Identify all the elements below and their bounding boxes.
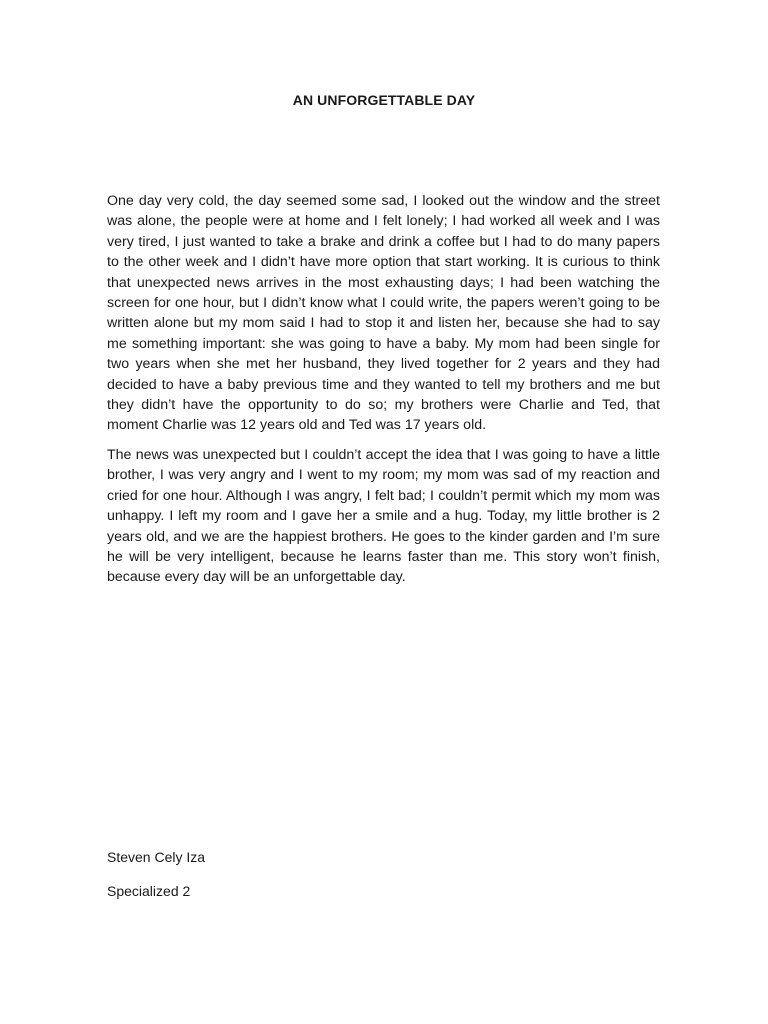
author-name: Steven Cely Iza: [107, 849, 206, 865]
document-title: AN UNFORGETTABLE DAY: [292, 92, 476, 108]
document-body: [107, 191, 660, 597]
course-name: Specialized 2: [107, 883, 191, 899]
paragraph-2: The news was unexpected but I couldn’t accept the idea that I was going to have a little brother, I was very angry and I went to my room; my mom was sad of my reaction and cried for one hour. Although I was angry, I felt bad; I couldn’t permit which my mom was unhappy. I left my room and I gave her a smile and a hug. Today, my little brother is 2 years old, and we are the happiest brothers. He goes to the kinder garden and I’m sure he will be very intelligent, because he learns faster than me. This story won’t finish, because every day will be an unforgettable day.: [107, 446, 660, 586]
paragraph-1: One day very cold, the day seemed some sad, I looked out the window and the street was alone, the people were at home and I felt lonely; I had worked all week and I was very tired, I just wanted to take a brake and drink a coffee but I had to do many papers to the other week and I didn’t have more option that start working. It is curious to think that unexpected news arrives in the most exhausting days; I had been watching the screen for one hour, but I didn’t know what I could write, the papers weren’t going to be written alone but my mom said I had to stop it and listen her, because she had to say me something important: she was going to have a baby. My mom had been single for two years when she met her husband, they lived together for 2 years and they had decided to have a baby previous time and they wanted to tell my brothers and me but they didn’t have the opportunity to do so; my brothers were Charlie and Ted, that moment Charlie was 12 years old and Ted was 17 years old.: [107, 193, 660, 434]
